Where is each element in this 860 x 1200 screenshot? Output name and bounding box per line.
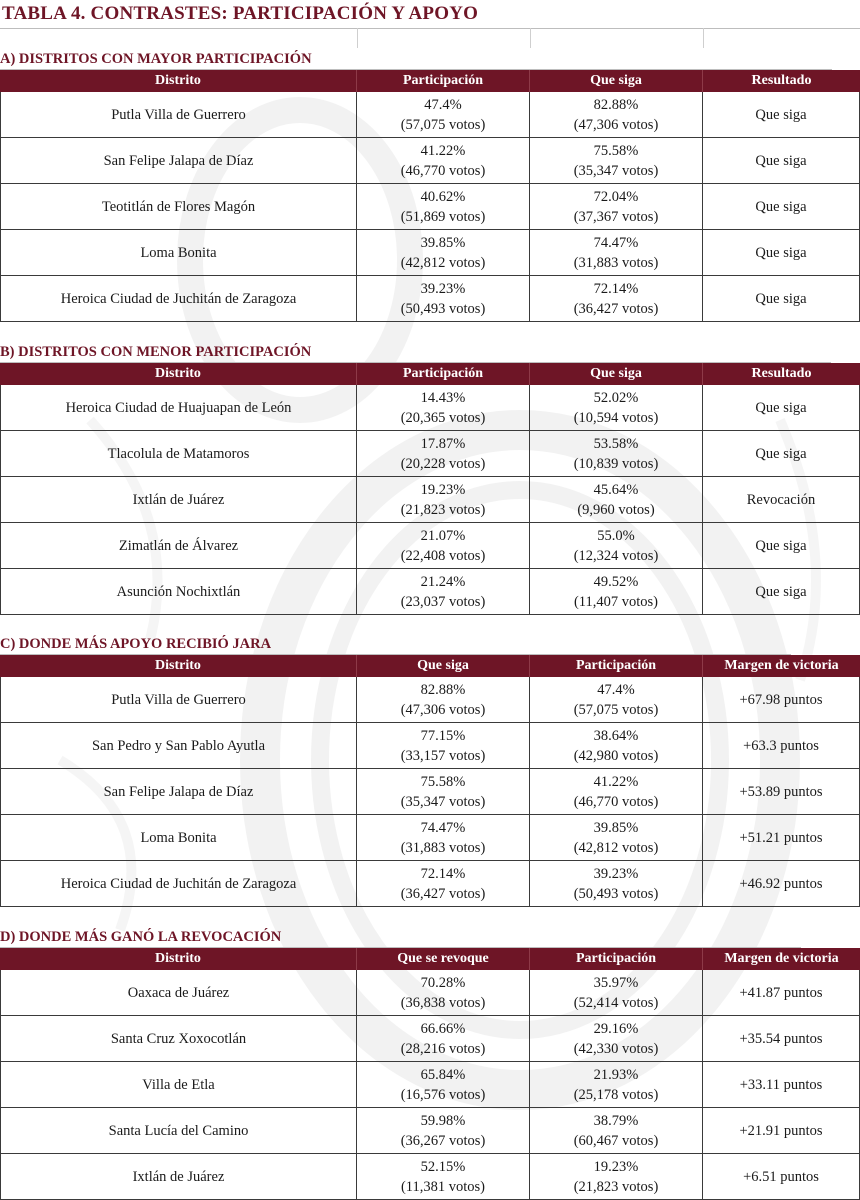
table-row bbox=[0, 861, 860, 907]
col3-votes: (11,407 votos) bbox=[573, 593, 659, 610]
table-c bbox=[0, 655, 860, 907]
col3-percent: 21.93% bbox=[593, 1066, 639, 1083]
col3-percent: 55.0% bbox=[597, 527, 635, 544]
table-row bbox=[0, 184, 860, 230]
district-name: Zimatlán de Álvarez bbox=[0, 523, 357, 568]
district-name: Santa Lucía del Camino bbox=[0, 1108, 357, 1153]
col2-votes: (20,365 votos) bbox=[400, 409, 486, 426]
col2-cell bbox=[357, 861, 530, 906]
col2-cell bbox=[357, 970, 530, 1015]
margin-cell: +53.89 puntos bbox=[703, 769, 860, 814]
margin-cell: +41.87 puntos bbox=[703, 970, 860, 1015]
col3-percent: 47.4% bbox=[597, 681, 635, 698]
table-row bbox=[0, 970, 860, 1016]
col3-votes: (46,770 votos) bbox=[573, 793, 659, 810]
col3-cell bbox=[530, 569, 703, 614]
table-row bbox=[0, 569, 860, 615]
col2-votes: (35,347 votos) bbox=[400, 793, 486, 810]
grid-line bbox=[703, 28, 704, 48]
header-col2: Que se revoque bbox=[357, 948, 530, 970]
title-rule bbox=[0, 28, 860, 29]
district-name: Villa de Etla bbox=[0, 1062, 357, 1107]
table-row bbox=[0, 523, 860, 569]
col3-cell bbox=[530, 385, 703, 430]
district-name: Putla Villa de Guerrero bbox=[0, 92, 357, 137]
col3-cell bbox=[530, 477, 703, 522]
header-col4: Margen de victoria bbox=[724, 951, 839, 966]
col3-cell bbox=[530, 815, 703, 860]
col3-cell bbox=[530, 276, 703, 321]
table-b-header bbox=[0, 363, 860, 385]
col3-votes: (37,367 votos) bbox=[573, 208, 659, 225]
header-col3: Que siga bbox=[530, 70, 703, 92]
col2-cell bbox=[357, 477, 530, 522]
table-row bbox=[0, 677, 860, 723]
col2-percent: 70.28% bbox=[420, 974, 466, 991]
district-name: San Felipe Jalapa de Díaz bbox=[0, 138, 357, 183]
col3-votes: (42,980 votos) bbox=[573, 747, 659, 764]
col2-percent: 47.4% bbox=[424, 96, 462, 113]
col3-percent: 45.64% bbox=[593, 481, 639, 498]
district-name: Heroica Ciudad de Juchitán de Zaragoza bbox=[0, 861, 357, 906]
col2-votes: (20,228 votos) bbox=[400, 455, 486, 472]
col2-votes: (50,493 votos) bbox=[400, 300, 486, 317]
district-name: San Felipe Jalapa de Díaz bbox=[0, 769, 357, 814]
col2-votes: (46,770 votos) bbox=[400, 162, 486, 179]
grid-line bbox=[357, 28, 358, 48]
table-a-header bbox=[0, 70, 860, 92]
header-col2: Participación bbox=[357, 363, 530, 385]
result-cell: Revocación bbox=[703, 477, 860, 522]
col3-cell bbox=[530, 431, 703, 476]
col2-cell bbox=[357, 769, 530, 814]
col2-cell bbox=[357, 723, 530, 768]
section-b-title: B) DISTRITOS CON MENOR PARTICIPACIÓN bbox=[0, 344, 312, 360]
col2-votes: (47,306 votos) bbox=[400, 701, 486, 718]
table-row bbox=[0, 138, 860, 184]
table-row bbox=[0, 815, 860, 861]
table-row bbox=[0, 1154, 860, 1200]
col2-percent: 66.66% bbox=[420, 1020, 466, 1037]
col3-percent: 72.04% bbox=[593, 188, 639, 205]
result-cell: Que siga bbox=[703, 92, 860, 137]
header-col2: Participación bbox=[357, 70, 530, 92]
result-cell: Que siga bbox=[703, 385, 860, 430]
col2-cell bbox=[357, 184, 530, 229]
header-col3: Participación bbox=[530, 948, 703, 970]
col2-votes: (42,812 votos) bbox=[400, 254, 486, 271]
col3-cell bbox=[530, 184, 703, 229]
col3-votes: (21,823 votos) bbox=[573, 1178, 659, 1195]
header-col3: Participación bbox=[530, 655, 703, 677]
col3-percent: 74.47% bbox=[593, 234, 639, 251]
col3-cell bbox=[530, 1016, 703, 1061]
header-distrito: Distrito bbox=[0, 363, 357, 385]
col3-votes: (42,330 votos) bbox=[573, 1040, 659, 1057]
margin-cell: +67.98 puntos bbox=[703, 677, 860, 722]
table-row bbox=[0, 431, 860, 477]
col3-percent: 53.58% bbox=[593, 435, 639, 452]
col3-cell bbox=[530, 92, 703, 137]
col2-cell bbox=[357, 1154, 530, 1199]
col2-cell bbox=[357, 1062, 530, 1107]
table-row bbox=[0, 1108, 860, 1154]
col2-cell bbox=[357, 276, 530, 321]
col2-votes: (31,883 votos) bbox=[400, 839, 486, 856]
col2-votes: (51,869 votos) bbox=[400, 208, 486, 225]
col3-percent: 38.64% bbox=[593, 727, 639, 744]
header-distrito: Distrito bbox=[0, 70, 357, 92]
col3-percent: 72.14% bbox=[593, 280, 639, 297]
col3-cell bbox=[530, 1154, 703, 1199]
district-name: Heroica Ciudad de Huajuapan de León bbox=[0, 385, 357, 430]
col2-cell bbox=[357, 431, 530, 476]
table-row bbox=[0, 230, 860, 276]
table-row bbox=[0, 276, 860, 322]
col2-percent: 39.85% bbox=[420, 234, 466, 251]
col3-percent: 39.23% bbox=[593, 865, 639, 882]
col2-percent: 65.84% bbox=[420, 1066, 466, 1083]
col2-votes: (57,075 votos) bbox=[400, 116, 486, 133]
result-cell: Que siga bbox=[703, 569, 860, 614]
col2-votes: (21,823 votos) bbox=[400, 501, 486, 518]
result-cell: Que siga bbox=[703, 431, 860, 476]
col2-cell bbox=[357, 523, 530, 568]
col3-percent: 82.88% bbox=[593, 96, 639, 113]
header-col3: Que siga bbox=[530, 363, 703, 385]
col2-percent: 21.07% bbox=[420, 527, 466, 544]
header-distrito: Distrito bbox=[0, 948, 357, 970]
col3-votes: (52,414 votos) bbox=[573, 994, 659, 1011]
table-row bbox=[0, 385, 860, 431]
grid-line bbox=[530, 28, 531, 48]
col3-percent: 39.85% bbox=[593, 819, 639, 836]
col2-cell bbox=[357, 385, 530, 430]
margin-cell: +51.21 puntos bbox=[703, 815, 860, 860]
col3-cell bbox=[530, 970, 703, 1015]
district-name: Santa Cruz Xoxocotlán bbox=[0, 1016, 357, 1061]
col2-cell bbox=[357, 677, 530, 722]
table-row bbox=[0, 723, 860, 769]
table-d bbox=[0, 948, 860, 1200]
col2-cell bbox=[357, 569, 530, 614]
header-col4: Margen de victoria bbox=[724, 658, 839, 673]
col3-votes: (25,178 votos) bbox=[573, 1086, 659, 1103]
col2-percent: 74.47% bbox=[420, 819, 466, 836]
table-row bbox=[0, 92, 860, 138]
col2-percent: 82.88% bbox=[420, 681, 466, 698]
col3-percent: 52.02% bbox=[593, 389, 639, 406]
col2-percent: 75.58% bbox=[420, 773, 466, 790]
table-d-header bbox=[0, 948, 860, 970]
col3-cell bbox=[530, 723, 703, 768]
district-name: Ixtlán de Juárez bbox=[0, 477, 357, 522]
table-row bbox=[0, 1062, 860, 1108]
col3-percent: 75.58% bbox=[593, 142, 639, 159]
district-name: Heroica Ciudad de Juchitán de Zaragoza bbox=[0, 276, 357, 321]
col3-votes: (10,594 votos) bbox=[573, 409, 659, 426]
page-title: TABLA 4. CONTRASTES: PARTICIPACIÓN Y APOYO bbox=[2, 3, 479, 24]
col3-cell bbox=[530, 523, 703, 568]
col2-percent: 19.23% bbox=[420, 481, 466, 498]
col3-cell bbox=[530, 1062, 703, 1107]
col2-votes: (28,216 votos) bbox=[400, 1040, 486, 1057]
col3-votes: (10,839 votos) bbox=[573, 455, 659, 472]
col2-percent: 21.24% bbox=[420, 573, 466, 590]
col2-cell bbox=[357, 1016, 530, 1061]
col3-percent: 35.97% bbox=[593, 974, 639, 991]
header-distrito: Distrito bbox=[0, 655, 357, 677]
district-name: Oaxaca de Juárez bbox=[0, 970, 357, 1015]
col3-votes: (35,347 votos) bbox=[573, 162, 659, 179]
col3-percent: 38.79% bbox=[593, 1112, 639, 1129]
district-name: Teotitlán de Flores Magón bbox=[0, 184, 357, 229]
col3-percent: 29.16% bbox=[593, 1020, 639, 1037]
district-name: Loma Bonita bbox=[0, 815, 357, 860]
col2-cell bbox=[357, 92, 530, 137]
col2-percent: 41.22% bbox=[420, 142, 466, 159]
result-cell: Que siga bbox=[703, 230, 860, 275]
section-d-title: D) DONDE MÁS GANÓ LA REVOCACIÓN bbox=[0, 929, 282, 945]
col2-percent: 17.87% bbox=[420, 435, 466, 452]
col2-votes: (36,427 votos) bbox=[400, 885, 486, 902]
col2-cell bbox=[357, 815, 530, 860]
col3-percent: 19.23% bbox=[593, 1158, 639, 1175]
margin-cell: +63.3 puntos bbox=[703, 723, 860, 768]
col3-votes: (60,467 votos) bbox=[573, 1132, 659, 1149]
table-row bbox=[0, 769, 860, 815]
col3-votes: (31,883 votos) bbox=[573, 254, 659, 271]
col2-percent: 52.15% bbox=[420, 1158, 466, 1175]
col3-percent: 49.52% bbox=[593, 573, 639, 590]
table-b bbox=[0, 363, 860, 615]
section-c-title: C) DONDE MÁS APOYO RECIBIÓ JARA bbox=[0, 636, 272, 652]
result-cell: Que siga bbox=[703, 276, 860, 321]
col2-percent: 39.23% bbox=[420, 280, 466, 297]
col3-votes: (36,427 votos) bbox=[573, 300, 659, 317]
col2-percent: 77.15% bbox=[420, 727, 466, 744]
col3-votes: (47,306 votos) bbox=[573, 116, 659, 133]
col2-cell bbox=[357, 230, 530, 275]
col2-percent: 59.98% bbox=[420, 1112, 466, 1129]
result-cell: Que siga bbox=[703, 523, 860, 568]
table-c-header bbox=[0, 655, 860, 677]
header-col2: Que siga bbox=[357, 655, 530, 677]
district-name: Loma Bonita bbox=[0, 230, 357, 275]
col3-cell bbox=[530, 138, 703, 183]
col3-votes: (9,960 votos) bbox=[577, 501, 655, 518]
district-name: San Pedro y San Pablo Ayutla bbox=[0, 723, 357, 768]
col2-percent: 14.43% bbox=[420, 389, 466, 406]
table-row bbox=[0, 477, 860, 523]
col3-cell bbox=[530, 230, 703, 275]
header-col4: Resultado bbox=[751, 73, 812, 88]
col2-votes: (16,576 votos) bbox=[400, 1086, 486, 1103]
col2-votes: (36,838 votos) bbox=[400, 994, 486, 1011]
margin-cell: +21.91 puntos bbox=[703, 1108, 860, 1153]
col3-votes: (12,324 votos) bbox=[573, 547, 659, 564]
col2-cell bbox=[357, 138, 530, 183]
margin-cell: +46.92 puntos bbox=[703, 861, 860, 906]
col2-percent: 72.14% bbox=[420, 865, 466, 882]
col2-percent: 40.62% bbox=[420, 188, 466, 205]
margin-cell: +33.11 puntos bbox=[703, 1062, 860, 1107]
table-a bbox=[0, 70, 860, 322]
header-col4: Resultado bbox=[751, 366, 812, 381]
col3-percent: 41.22% bbox=[593, 773, 639, 790]
table-row bbox=[0, 1016, 860, 1062]
col2-votes: (23,037 votos) bbox=[400, 593, 486, 610]
col3-cell bbox=[530, 861, 703, 906]
col3-cell bbox=[530, 769, 703, 814]
col3-votes: (50,493 votos) bbox=[573, 885, 659, 902]
result-cell: Que siga bbox=[703, 138, 860, 183]
col2-votes: (36,267 votos) bbox=[400, 1132, 486, 1149]
col2-votes: (22,408 votos) bbox=[400, 547, 486, 564]
col3-votes: (57,075 votos) bbox=[573, 701, 659, 718]
col2-votes: (11,381 votos) bbox=[400, 1178, 486, 1195]
district-name: Tlacolula de Matamoros bbox=[0, 431, 357, 476]
col3-votes: (42,812 votos) bbox=[573, 839, 659, 856]
result-cell: Que siga bbox=[703, 184, 860, 229]
section-a-title: A) DISTRITOS CON MAYOR PARTICIPACIÓN bbox=[0, 51, 312, 67]
col3-cell bbox=[530, 677, 703, 722]
district-name: Ixtlán de Juárez bbox=[0, 1154, 357, 1199]
margin-cell: +35.54 puntos bbox=[703, 1016, 860, 1061]
district-name: Putla Villa de Guerrero bbox=[0, 677, 357, 722]
col3-cell bbox=[530, 1108, 703, 1153]
col2-votes: (33,157 votos) bbox=[400, 747, 486, 764]
col2-cell bbox=[357, 1108, 530, 1153]
margin-cell: +6.51 puntos bbox=[703, 1154, 860, 1199]
district-name: Asunción Nochixtlán bbox=[0, 569, 357, 614]
